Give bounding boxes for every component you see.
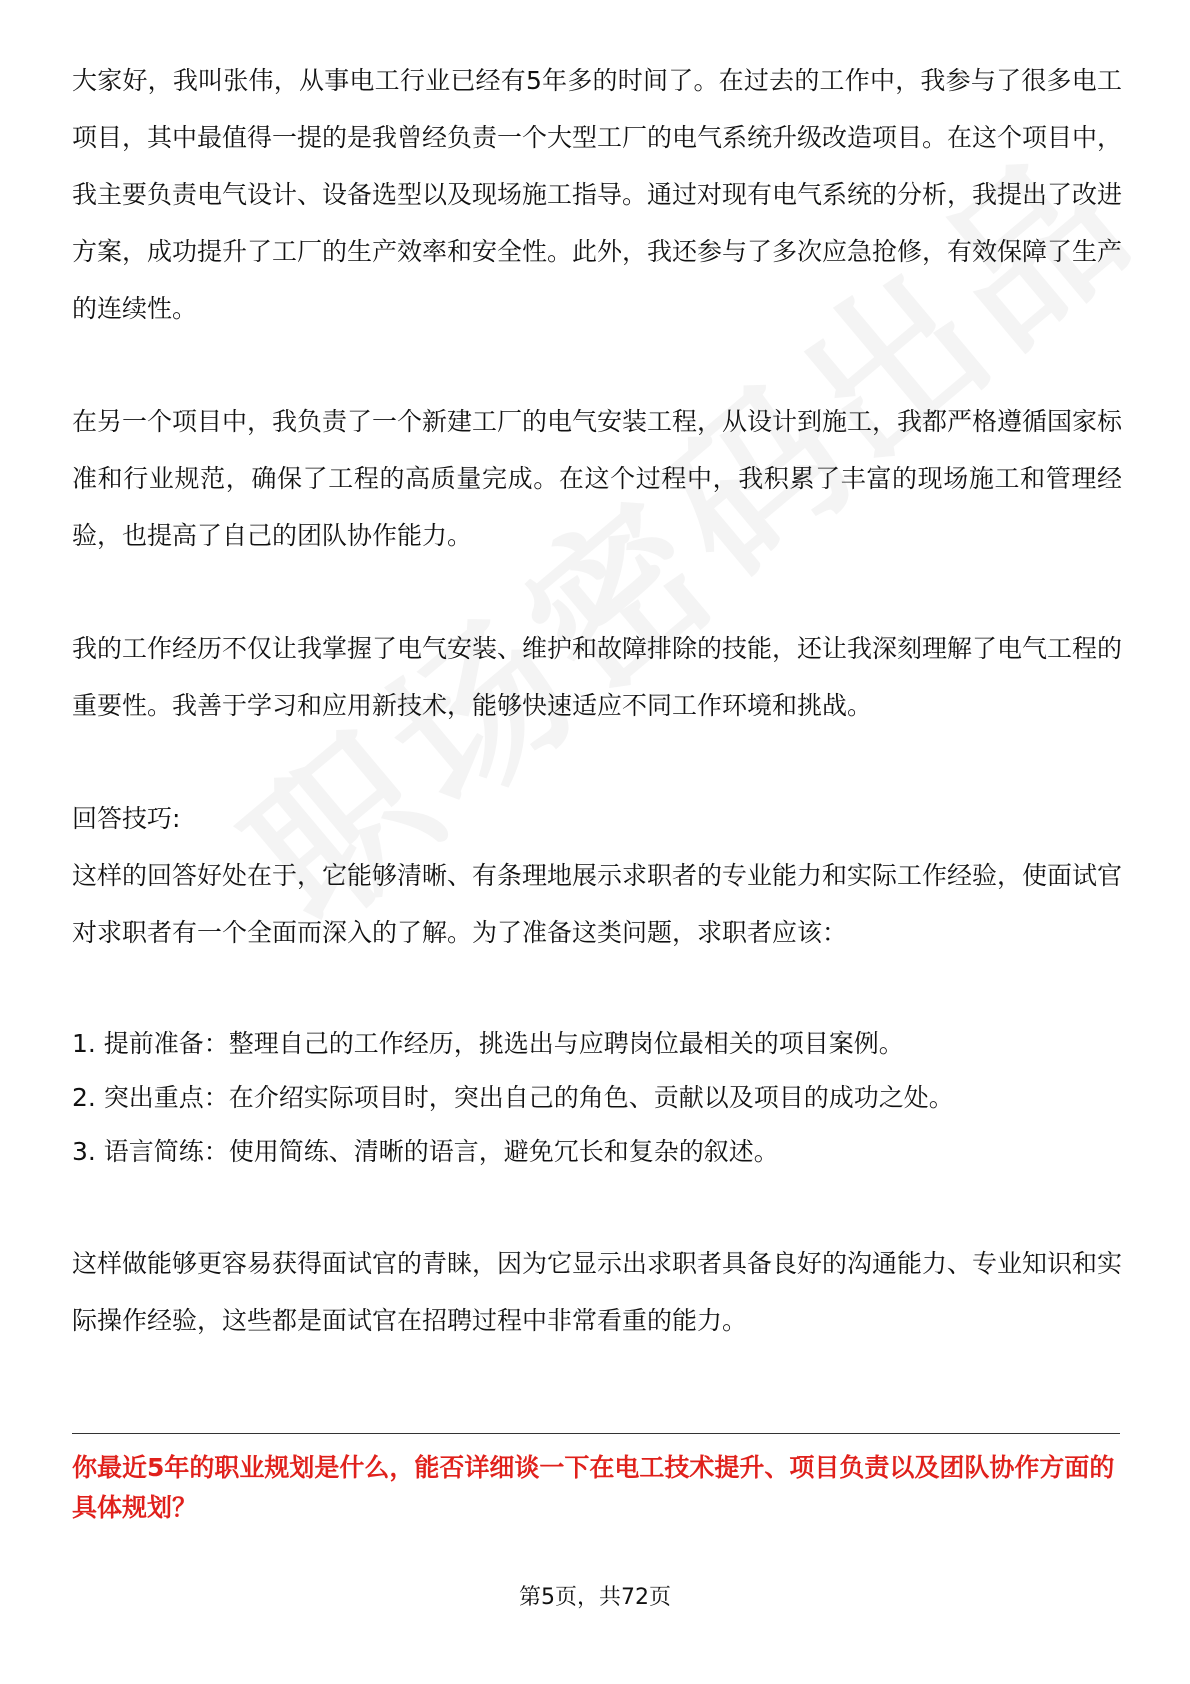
tips-list-item: 1. 提前准备：整理自己的工作经历，挑选出与应聘岗位最相关的项目案例。 (72, 1029, 904, 1058)
answer-paragraph-1: 大家好，我叫张伟，从事电工行业已经有5年多的时间了。在过去的工作中，我参与了很多电工项目，其中最值得一提的是我曾经负责一个大型工厂的电气系统升级改造项目。在这个项目中，我主要负责电气设计、设备选型以及现场施工指导。通过对现有电气系统的分析，我提出了改进方案，成功提升了工厂的生产效率和安全性。此外，我还参与了多次应急抢修，有效保障了生产的连续性。 (72, 66, 1123, 323)
section-divider (72, 1433, 1120, 1434)
answer-paragraph-2: 在另一个项目中，我负责了一个新建工厂的电气安装工程，从设计到施工，我都严格遵循国家标准和行业规范，确保了工程的高质量完成。在这个过程中，我积累了丰富的现场施工和管理经验，也提高了自己的团队协作能力。 (72, 407, 1123, 550)
next-question: 你最近5年的职业规划是什么，能否详细谈一下在电工技术提升、项目负责以及团队协作方面的具体规划？ (72, 1453, 1115, 1522)
page-number: 第5页，共72页 (519, 1585, 671, 1610)
tips-list-item: 3. 语言简练：使用简练、清晰的语言，避免冗长和复杂的叙述。 (72, 1137, 779, 1166)
tips-intro: 这样的回答好处在于，它能够清晰、有条理地展示求职者的专业能力和实际工作经验，使面试官对求职者有一个全面而深入的了解。为了准备这类问题，求职者应该： (72, 861, 1123, 947)
answer-paragraph-3: 我的工作经历不仅让我掌握了电气安装、维护和故障排除的技能，还让我深刻理解了电气工程的重要性。我善于学习和应用新技术，能够快速适应不同工作环境和挑战。 (72, 634, 1123, 720)
tips-label: 回答技巧: (72, 804, 181, 833)
tips-conclusion: 这样做能够更容易获得面试官的青睐，因为它显示出求职者具备良好的沟通能力、专业知识和实际操作经验，这些都是面试官在招聘过程中非常看重的能力。 (72, 1249, 1123, 1335)
tips-list-item: 2. 突出重点：在介绍实际项目时，突出自己的角色、贡献以及项目的成功之处。 (72, 1083, 954, 1112)
answer-body (72, 52, 1122, 1349)
